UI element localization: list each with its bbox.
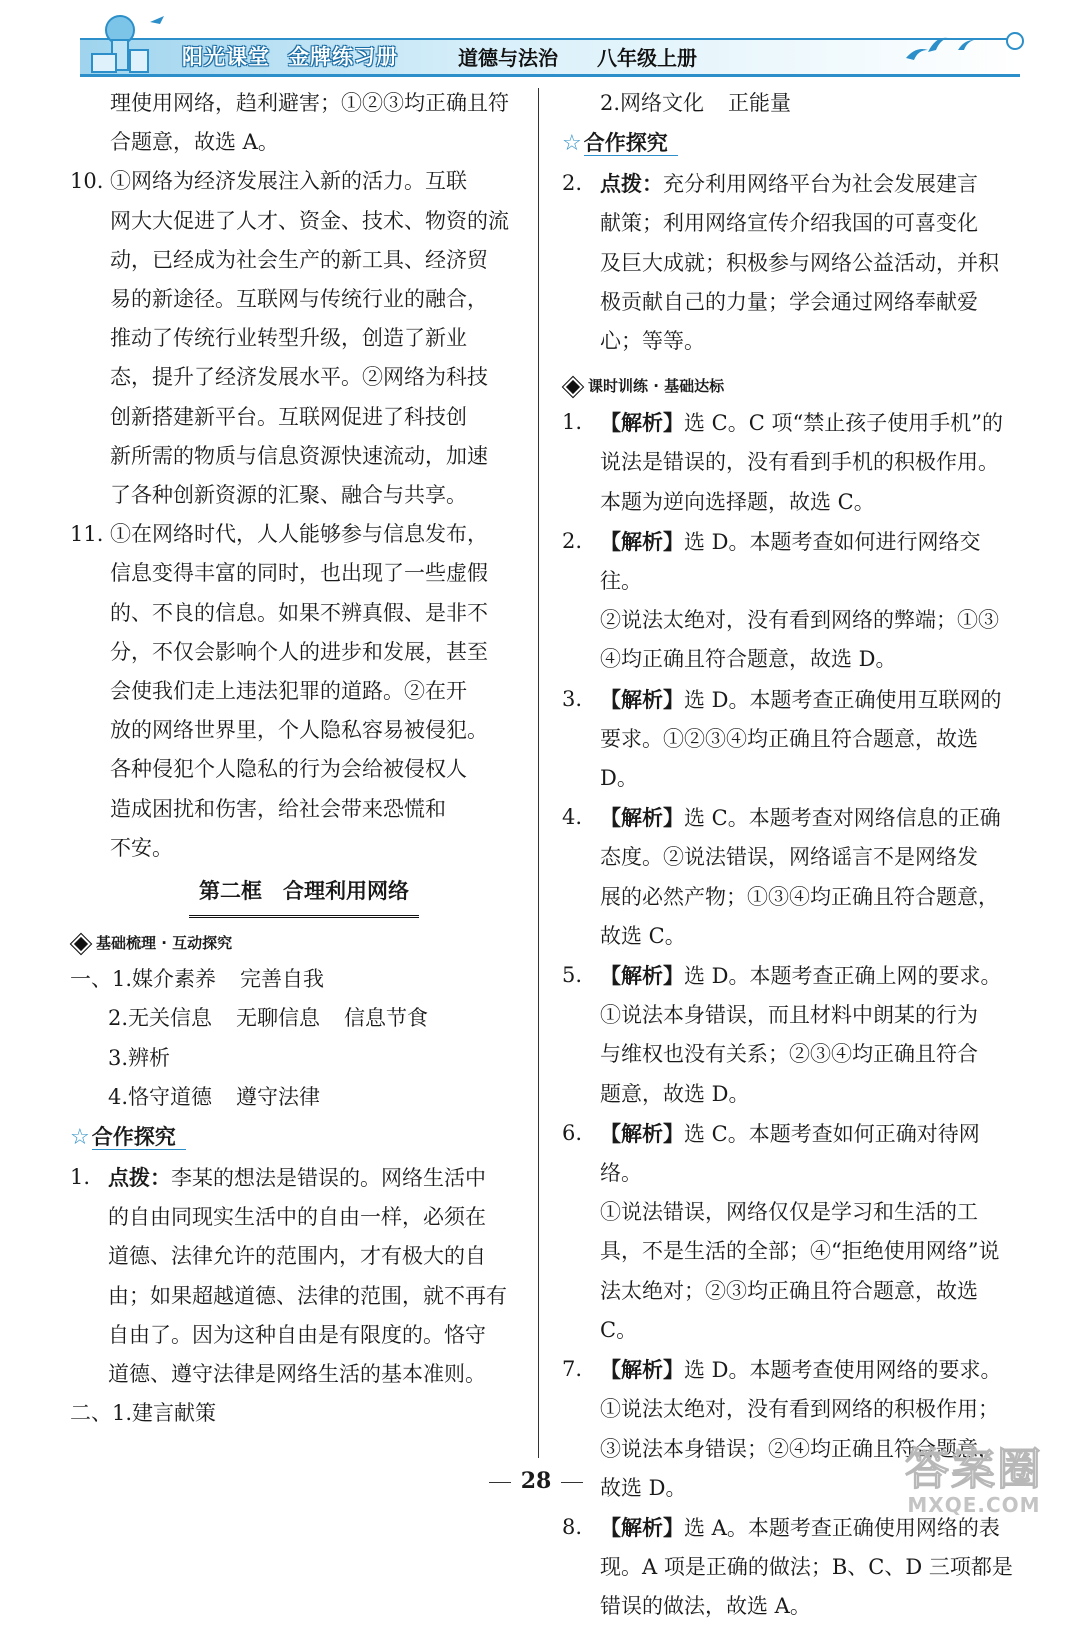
text-line: 展的必然产物；①③④均正确且符合题意， xyxy=(600,884,999,909)
text-line: 及巨大成就；积极参与网络公益活动，并积 xyxy=(600,250,999,275)
analysis-label: 【解析】 xyxy=(600,1120,684,1146)
text-line: 各种侵犯个人隐私的行为会给被侵权人 xyxy=(110,757,467,782)
exercise-answer-4 xyxy=(562,798,1020,956)
outline-number: 1. xyxy=(112,967,133,992)
birds-icon xyxy=(902,32,982,66)
text-line: 动，已经成为社会生产的新工具、经济贸 xyxy=(110,247,488,272)
outline-number: 3. xyxy=(108,1045,129,1070)
answer-11 xyxy=(70,515,538,868)
star-icon: ☆ xyxy=(70,1125,90,1151)
outline-number: 2. xyxy=(108,1006,129,1031)
text-line: 新所需的物质与信息资源快速流动，加速 xyxy=(110,443,488,468)
outline-term: 媒介素养 xyxy=(132,967,217,992)
text-line: 本题为逆向选择题，故选 C。 xyxy=(600,489,875,514)
text-line: 的自由同现实生活中的自由一样，必须在 xyxy=(108,1205,486,1230)
text-line: 易的新途径。互联网与传统行业的融合， xyxy=(110,287,488,312)
text-line: 创新搭建新平台。互联网促进了科技创 xyxy=(110,404,467,429)
watermark xyxy=(894,1446,1054,1526)
text-line: 选 A。本题考查正确使用网络的表 xyxy=(684,1515,1000,1540)
outline-number: 2. xyxy=(600,91,621,115)
text-line: 选 C。本题考查对网络信息的正确 xyxy=(684,806,1001,831)
cooperation-label: 合作探究 xyxy=(92,1125,186,1150)
answer-number: 2. xyxy=(562,528,583,553)
series-title xyxy=(182,41,398,71)
answer-number: 1. xyxy=(70,1165,91,1190)
text-line: ①说法错误，网络仅仅是学习和生活的工 xyxy=(600,1200,978,1225)
outline-one xyxy=(70,960,538,999)
text-line: ④均正确且符合题意，故选 D。 xyxy=(600,647,897,672)
text-line: 具，不是生活的全部；④“拒绝使用网络”说 xyxy=(600,1239,1000,1264)
analysis-label: 【解析】 xyxy=(600,805,684,831)
text-line: 选 D。本题考查如何进行网络交往。 xyxy=(600,529,981,594)
text-line: 会使我们走上违法犯罪的道路。②在开 xyxy=(110,679,467,704)
outline-part-two-2 xyxy=(562,84,1020,123)
text-line: 心；等等。 xyxy=(600,329,705,354)
watermark-logo-text: 答案圈 xyxy=(905,1444,1043,1495)
hint-label: 点拨： xyxy=(600,171,663,197)
exercise-answer-3 xyxy=(562,680,1020,799)
continued-text xyxy=(70,84,538,162)
exercise-answer-2 xyxy=(562,522,1020,680)
text-line: 故选 C。 xyxy=(600,923,686,948)
grade-title: 八年级上册 xyxy=(597,46,697,70)
answer-number: 7. xyxy=(562,1357,583,1382)
watermark-url: MXQE.COM xyxy=(907,1493,1041,1517)
analysis-label: 【解析】 xyxy=(600,410,684,436)
cooperation-heading xyxy=(70,1119,538,1156)
text-line: 造成困扰和伤害，给社会带来恐慌和 xyxy=(110,796,446,821)
page-header xyxy=(60,10,1020,80)
tag-label: 基础梳理 · 互动探究 xyxy=(96,934,233,953)
text-line: ①在网络时代，人人能够参与信息发布， xyxy=(110,522,488,547)
text-line: ①网络为经济发展注入新的活力。互联 xyxy=(110,169,467,194)
outline-number: 4. xyxy=(108,1084,129,1109)
outline-term: 恪守道德 xyxy=(128,1084,213,1109)
text-line: 法太绝对；②③均正确且符合题意，故选 C。 xyxy=(600,1278,978,1342)
text-line: 选 C。C 项“禁止孩子使用手机”的 xyxy=(684,411,1003,436)
text-line: 自由了。因为这种自由是有限度的。恪守 xyxy=(108,1322,486,1347)
outline-two xyxy=(70,999,538,1038)
text-line: 不安。 xyxy=(110,835,173,860)
column-divider xyxy=(538,88,539,1458)
outline-term: 辨析 xyxy=(128,1045,171,1070)
text-line: 的、不良的信息。如果不辨真假、是非不 xyxy=(110,600,488,625)
left-column xyxy=(70,84,538,1434)
page-number-text: 28 xyxy=(520,1468,552,1494)
text-line: ②说法太绝对，没有看到网络的弊端；①③ xyxy=(600,608,999,633)
outline-prefix: 二、 xyxy=(70,1401,112,1426)
text-line: 错误的做法，故选 A。 xyxy=(600,1594,811,1619)
text-line: 献策；利用网络宣传介绍我国的可喜变化 xyxy=(600,211,978,236)
text-line: 极贡献自己的力量；学会通过网络奉献爱 xyxy=(600,289,978,314)
series-subname: 金牌练习册 xyxy=(288,45,398,69)
right-column xyxy=(562,84,1020,1627)
exercise-answer-6 xyxy=(562,1114,1020,1350)
text-line: ①说法本身错误，而且材料中朗某的行为 xyxy=(600,1003,978,1028)
text-line: 理使用网络，趋利避害；①②③均正确且符 xyxy=(110,91,509,115)
answer-number: 5. xyxy=(562,963,583,988)
text-line: 道德、遵守法律是网络生活的基本准则。 xyxy=(108,1362,486,1387)
outline-four xyxy=(70,1078,538,1117)
answer-number: 8. xyxy=(562,1514,583,1539)
answer-number: 11. xyxy=(70,522,104,547)
cooperation-2 xyxy=(562,164,1020,361)
answer-number: 3. xyxy=(562,686,583,711)
diamond-icon xyxy=(71,934,91,954)
text-line: 态度。②说法错误，网络谣言不是网络发 xyxy=(600,845,978,870)
outline-term: 遵守法律 xyxy=(236,1084,321,1109)
basic-review-tag xyxy=(70,926,538,960)
outline-term: 无关信息 xyxy=(128,1006,213,1031)
analysis-label: 【解析】 xyxy=(600,686,684,712)
text-line: 选 D。本题考查使用网络的要求。 xyxy=(684,1358,1002,1383)
text-line: 现。A 项是正确的做法；B、C、D 三项都是 xyxy=(600,1555,1013,1580)
subject-title: 道德与法治 xyxy=(458,46,558,70)
diamond-icon xyxy=(563,377,583,397)
cooperation-label: 合作探究 xyxy=(584,131,678,156)
text-line: 李某的想法是错误的。网络生活中 xyxy=(171,1166,486,1191)
text-line: 由；如果超越道德、法律的范围，就不再有 xyxy=(108,1283,507,1308)
outline-term: 无聊信息 xyxy=(236,1006,321,1031)
exercise-answer-5 xyxy=(562,956,1020,1114)
text-line: ③说法本身错误；②④均正确且符合题意， xyxy=(600,1436,999,1461)
text-line: 选 C。本题考查如何正确对待网络。 xyxy=(600,1121,980,1186)
analysis-label: 【解析】 xyxy=(600,1514,684,1540)
outline-term: 完善自我 xyxy=(240,967,325,992)
text-line: 故选 D。 xyxy=(600,1475,687,1500)
outline-term: 建言献策 xyxy=(132,1401,217,1426)
text-line: 推动了传统行业转型升级，创造了新业 xyxy=(110,326,467,351)
text-line: 选 D。本题考查正确上网的要求。 xyxy=(684,964,1002,989)
analysis-label: 【解析】 xyxy=(600,1357,684,1383)
outline-number: 1. xyxy=(112,1401,133,1426)
analysis-label: 【解析】 xyxy=(600,963,684,989)
text-line: 题意，故选 D。 xyxy=(600,1081,750,1106)
exercise-answer-1 xyxy=(562,403,1020,522)
outline-term: 正能量 xyxy=(728,91,792,115)
text-line: 了各种创新资源的汇聚、融合与共享。 xyxy=(110,483,467,508)
text-line: 充分利用网络平台为社会发展建言 xyxy=(663,172,978,197)
hint-label: 点拨： xyxy=(108,1165,171,1191)
text-line: 与维权也没有关系；②③④均正确且符合 xyxy=(600,1042,978,1067)
section-title xyxy=(70,872,538,918)
outline-three xyxy=(70,1039,538,1078)
answer-number: 1. xyxy=(562,410,583,435)
lesson-training-tag xyxy=(562,369,1020,403)
answer-number: 2. xyxy=(562,171,583,196)
text-line: 态，提升了经济发展水平。②网络为科技 xyxy=(110,365,488,390)
text-line: 说法是错误的，没有看到手机的积极作用。 xyxy=(600,450,999,475)
text-line: 选 D。本题考查正确使用互联网的 xyxy=(684,687,1002,712)
text-line: 分，不仅会影响个人的进步和发展，甚至 xyxy=(110,639,488,664)
star-icon: ☆ xyxy=(562,131,582,157)
outline-part-two xyxy=(70,1394,538,1433)
cooperation-heading xyxy=(562,125,1020,162)
answer-number: 10. xyxy=(70,169,104,194)
text-line: 合题意，故选 A。 xyxy=(110,130,279,155)
series-name: 阳光课堂 xyxy=(182,45,270,69)
outline-term: 网络文化 xyxy=(620,91,705,115)
outline-prefix: 一、 xyxy=(70,967,112,992)
text-line: 放的网络世界里，个人隐私容易被侵犯。 xyxy=(110,718,488,743)
outline-term: 信息节食 xyxy=(344,1006,429,1031)
lighthouse-logo-icon xyxy=(80,10,190,74)
text-line: ①说法太绝对，没有看到网络的积极作用； xyxy=(600,1397,999,1422)
tag-label: 课时训练 · 基础达标 xyxy=(588,377,725,396)
answer-10 xyxy=(70,162,538,515)
text-line: 信息变得丰富的同时，也出现了一些虚假 xyxy=(110,561,488,586)
text-line: 道德、法律允许的范围内，才有极大的自 xyxy=(108,1244,486,1269)
analysis-label: 【解析】 xyxy=(600,528,684,554)
text-line: 网大大促进了人才、资金、技术、物资的流 xyxy=(110,208,509,233)
section-title-text: 第二框 合理利用网络 xyxy=(189,872,419,918)
answer-number: 6. xyxy=(562,1120,583,1145)
answer-number: 4. xyxy=(562,805,583,830)
text-line: 要求。①②③④均正确且符合题意，故选 D。 xyxy=(600,726,978,791)
cooperation-1 xyxy=(70,1158,538,1394)
